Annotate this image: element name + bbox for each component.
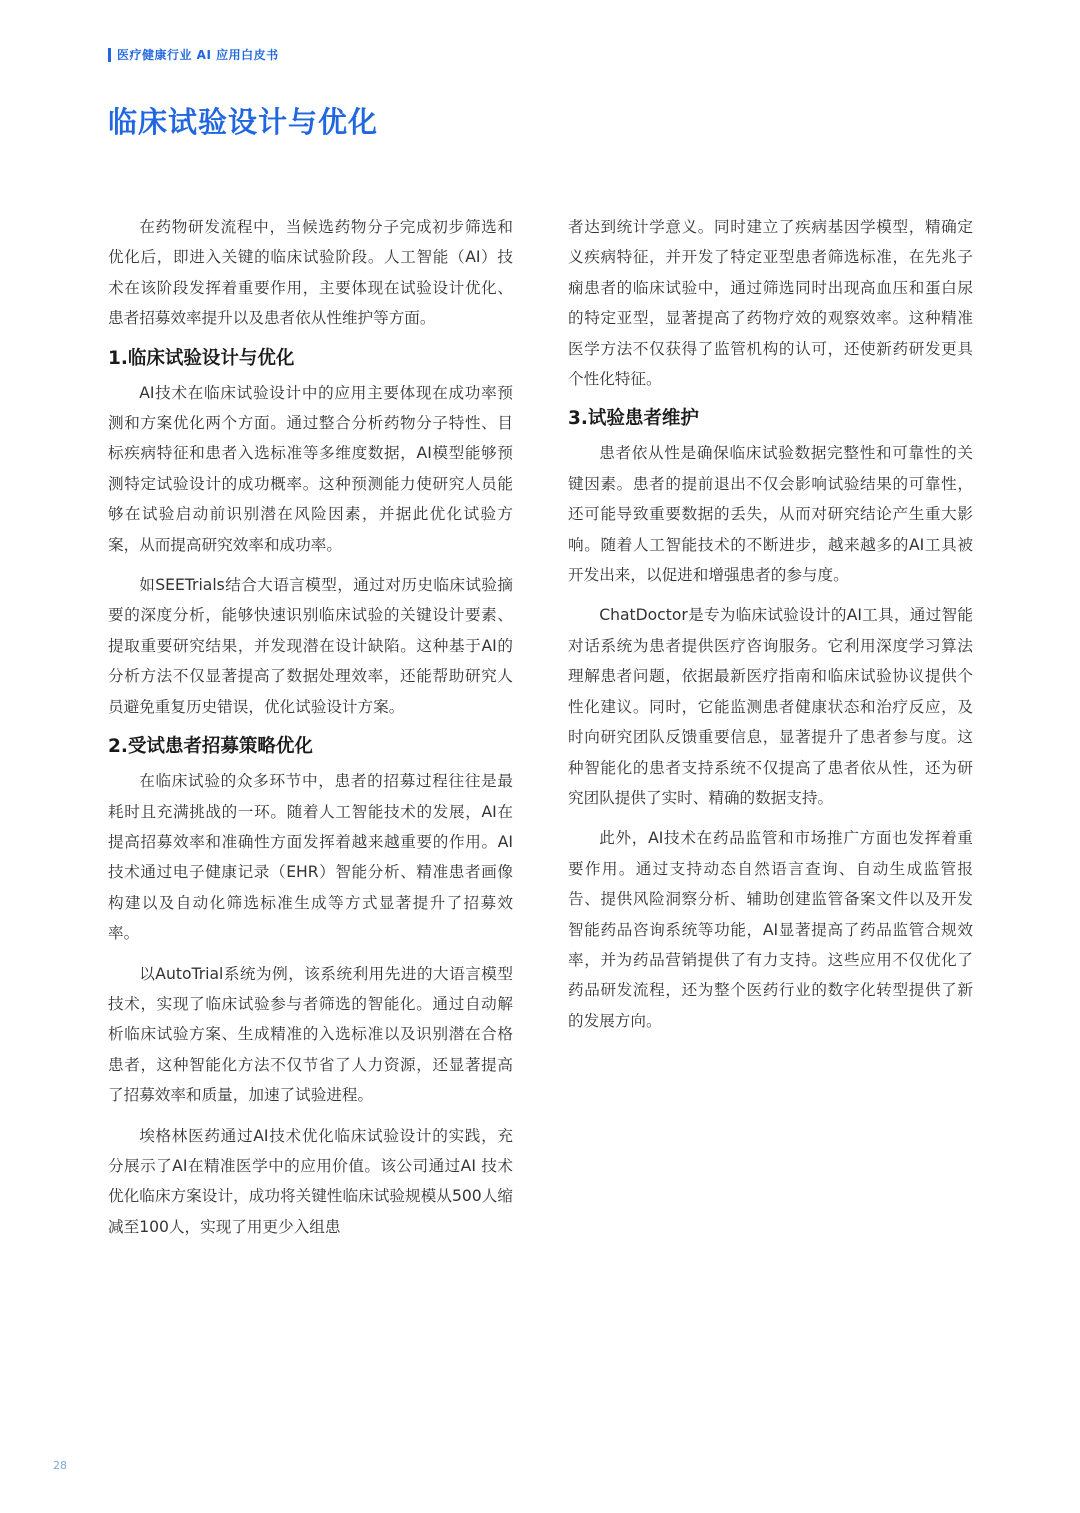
section-1-paragraph-1: AI技术在临床试验设计中的应用主要体现在成功率预测和方案优化两个方面。通过整合分析药物分子特性、目标疾病特征和患者入选标准等多维度数据，AI模型能够预测特定试验设计的成功概率。这种预测能力使研究人员能够在试验启动前识别潜在风险因素，并据此优化试验方案，从而提高研究效率和成功率。 xyxy=(108,383,513,554)
section-2-paragraph-2: 以AutoTrial系统为例，该系统利用先进的大语言模型技术，实现了临床试验参与者筛选的智能化。通过自动解析临床试验方案、生成精准的入选标准以及识别潜在合格患者，这种智能化方法不仅节省了人力资源，还显著提高了招募效率和质量，加速了试验进程。 xyxy=(108,964,513,1105)
section-2-heading: 2.受试患者招募策略优化 xyxy=(108,736,313,758)
continued-paragraph: 者达到统计学意义。同时建立了疾病基因学模型，精确定义疾病特征，并开发了特定亚型患者筛选标准，在先兆子痫患者的临床试验中，通过筛选同时出现高血压和蛋白尿的特定亚型，显著提高了药物疗效的观察效率。这种精准医学方法不仅获得了监管机构的认可，还使新药研发更具个性化特征。 xyxy=(568,218,973,389)
section-2-paragraph-3: 埃格林医药通过AI技术优化临床试验设计的实践，充分展示了AI在精准医学中的应用价值。该公司通过AI 技术优化临床方案设计，成功将关键性临床试验规模从500人缩减至100人，实现了用更少入组患 xyxy=(108,1126,513,1236)
section-3-paragraph-1: 患者依从性是确保临床试验数据完整性和可靠性的关键因素。患者的提前退出不仅会影响试验结果的可靠性，还可能导致重要数据的丢失，从而对研究结论产生重大影响。随着人工智能技术的不断进步，越来越多的AI工具被开发出来，以促进和增强患者的参与度。 xyxy=(568,444,973,585)
page-number: 28 xyxy=(53,1459,67,1472)
section-2-paragraph-1: 在临床试验的众多环节中，患者的招募过程往往是最耗时且充满挑战的一环。随着人工智能技术的发展，AI在提高招募效率和准确性方面发挥着越来越重要的作用。AI技术通过电子健康记录（EHR）智能分析、精准患者画像构建以及自动化筛选标准生成等方式显著提升了招募效率。 xyxy=(108,772,513,943)
intro-paragraph: 在药物研发流程中，当候选药物分子完成初步筛选和优化后，即进入关键的临床试验阶段。人工智能（AI）技术在该阶段发挥着重要作用，主要体现在试验设计优化、患者招募效率提升以及患者依从性维护等方面。 xyxy=(108,218,513,328)
section-3-paragraph-2: ChatDoctor是专为临床试验设计的AI工具，通过智能对话系统为患者提供医疗咨询服务。它利用深度学习算法理解患者问题，依据最新医疗指南和临床试验协议提供个性化建议。同时，它能监测患者健康状态和治疗反应，及时向研究团队反馈重要信息，显著提升了患者参与度。这种智能化的患者支持系统不仅提高了患者依从性，还为研究团队提供了实时、精确的数据支持。 xyxy=(568,606,973,807)
section-1-paragraph-2: 如SEETrials结合大语言模型，通过对历史临床试验摘要的深度分析，能够快速识别临床试验的关键设计要素、提取重要研究结果，并发现潜在设计缺陷。这种基于AI的分析方法不仅显著提高了数据处理效率，还能帮助研究人员避免重复历史错误，优化试验设计方案。 xyxy=(108,576,513,716)
section-3-heading: 3.试验患者维护 xyxy=(568,408,699,430)
right-column xyxy=(568,212,973,1046)
section-1-heading: 1.临床试验设计与优化 xyxy=(108,347,295,369)
page-title: 临床试验设计与优化 xyxy=(108,105,379,139)
running-header-title: 医疗健康行业 AI 应用白皮书 xyxy=(117,48,279,62)
header-accent-bar xyxy=(108,48,111,62)
section-3-paragraph-3: 此外，AI技术在药品监管和市场推广方面也发挥着重要作用。通过支持动态自然语言查询、自动生成监管报告、提供风险洞察分析、辅助创建监管备案文件以及开发智能药品咨询系统等功能，AI显著提高了药品监管合规效率，并为药品营销提供了有力支持。这些应用不仅优化了药品研发流程，还为整个医药行业的数字化转型提供了新的发展方向。 xyxy=(568,829,973,1030)
running-header xyxy=(108,46,279,63)
left-column xyxy=(108,212,513,1252)
